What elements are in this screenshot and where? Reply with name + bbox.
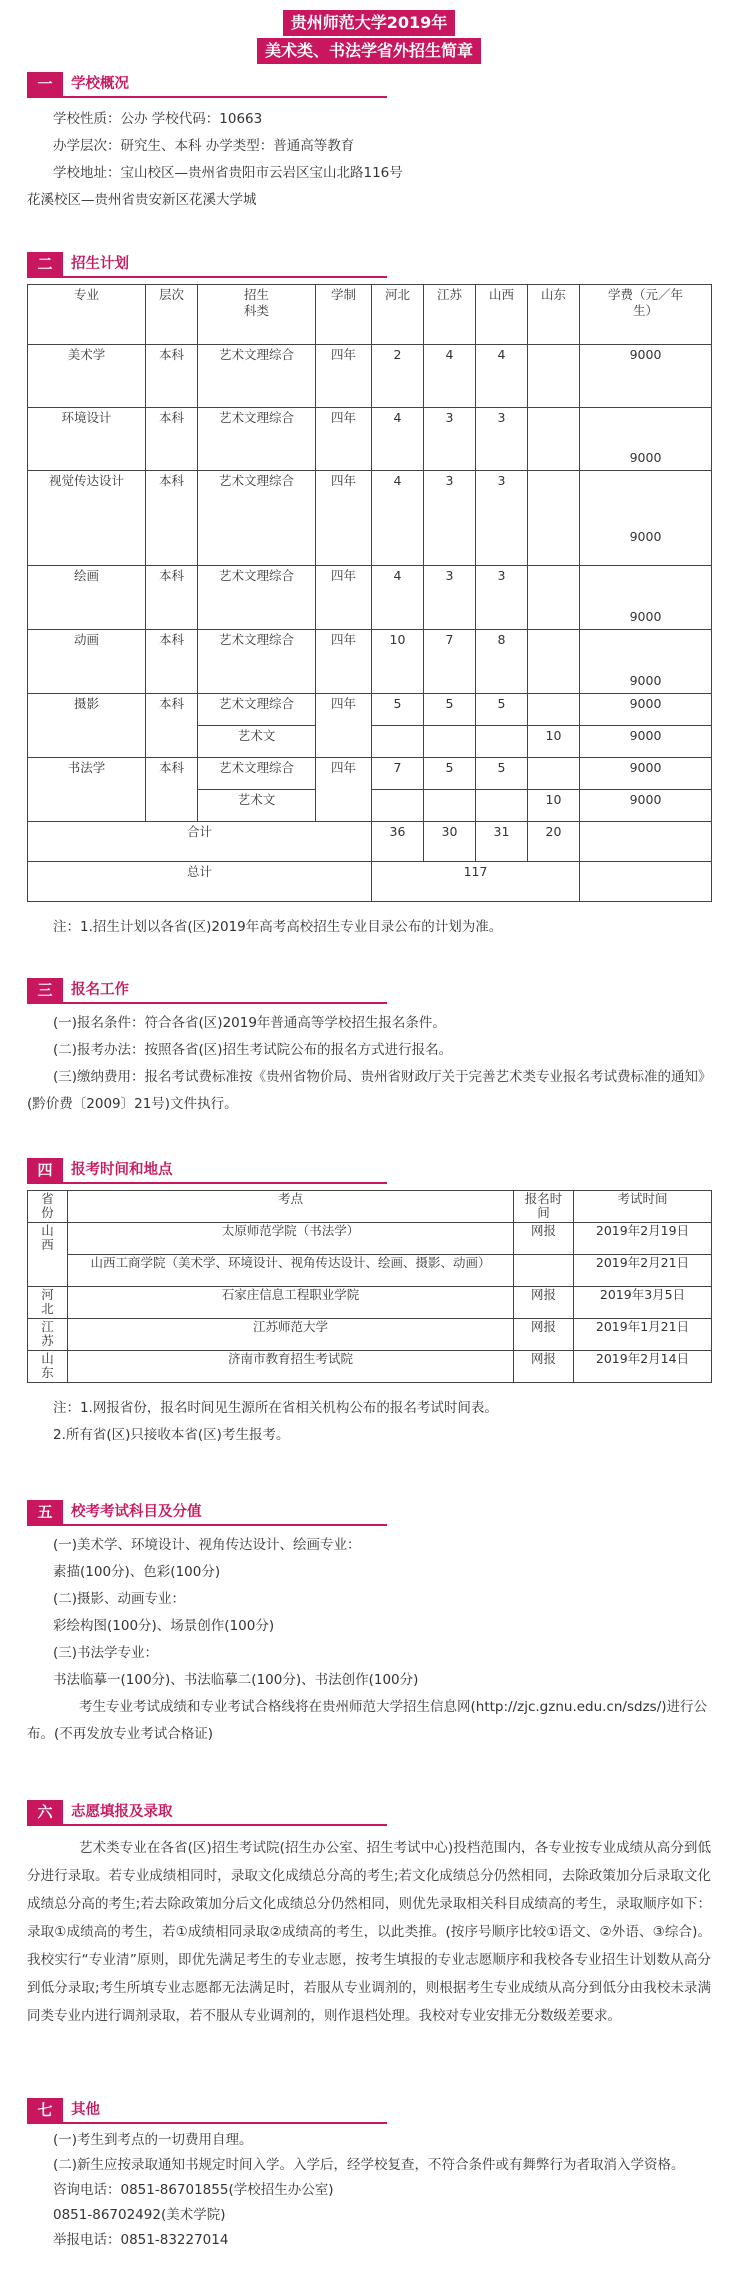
section-title: 校考考试科目及分值: [71, 1504, 202, 1520]
cell-reg: 网报: [514, 1351, 574, 1383]
section-title: 学校概况: [71, 76, 129, 92]
total-row: [28, 862, 712, 902]
section-number: 三: [27, 978, 63, 1002]
cell-major: 环境设计: [28, 408, 146, 471]
overview-text: [27, 106, 711, 214]
section-exam-subjects: [27, 1500, 711, 1748]
cell-major: 绘画: [28, 566, 146, 630]
cell-years: 四年: [316, 758, 372, 822]
subjects-line: 彩绘构图(100分)、场景创作(100分): [53, 1618, 275, 1634]
table-header-row: [28, 285, 712, 345]
header-cell: 学制: [316, 285, 372, 345]
section-title: 报名工作: [71, 982, 129, 998]
cell-shanxi: 3: [476, 408, 528, 471]
cell-shandong: 10: [528, 726, 580, 758]
other-line: (一)考生到考点的一切费用自理。: [53, 2132, 253, 2148]
cell-hebei: 7: [372, 758, 424, 790]
cell-fee: 9000: [580, 566, 712, 630]
subjects-line: 书法临摹一(100分)、书法临摹二(100分)、书法创作(100分): [53, 1672, 419, 1688]
section-number: 四: [27, 1158, 63, 1182]
registration-line: (一)报名条件：符合各省(区)2019年普通高等学校招生报名条件。: [53, 1015, 446, 1031]
section-header: [27, 978, 387, 1004]
section-title: 招生计划: [71, 256, 129, 272]
cell-level: 本科: [146, 630, 198, 694]
section-school-overview: [27, 72, 711, 214]
cell-years: 四年: [316, 345, 372, 408]
cell-exam: 2019年1月21日: [574, 1319, 712, 1351]
cell-exam: 2019年2月19日: [574, 1223, 712, 1255]
cell-site: 太原师范学院（书法学）: [68, 1223, 514, 1255]
page-title: [0, 10, 738, 66]
cell-category: 艺术文理综合: [198, 471, 316, 566]
registration-text: [27, 1010, 711, 1118]
schedule-notes: [27, 1395, 711, 1449]
contact-phone: 咨询电话：0851-86701855(学校招生办公室): [53, 2182, 334, 2198]
section-header: [27, 1800, 387, 1826]
cell-fee: 9000: [580, 790, 712, 822]
cell-reg: 网报: [514, 1287, 574, 1319]
table-row: [28, 1255, 712, 1287]
cell-years: 四年: [316, 694, 372, 758]
cell-fee: 9000: [580, 758, 712, 790]
section-header: [27, 1500, 387, 1526]
section-number: 六: [27, 1800, 63, 1824]
cell-shandong: 20: [528, 822, 580, 862]
cell-fee: 9000: [580, 726, 712, 758]
table-row: [28, 630, 712, 694]
cell-exam: 2019年3月5日: [574, 1287, 712, 1319]
cell-jiangsu: 5: [424, 758, 476, 790]
cell-exam: 2019年2月21日: [574, 1255, 712, 1287]
cell-level: 本科: [146, 408, 198, 471]
overview-line: 办学层次：研究生、本科 办学类型：普通高等教育: [53, 138, 355, 154]
other-text: [27, 2128, 711, 2253]
header-cell: 江苏: [424, 285, 476, 345]
total-label: 总计: [28, 862, 372, 902]
header-cell: 专业: [28, 285, 146, 345]
cell-major: 动画: [28, 630, 146, 694]
cell-shanxi: 3: [476, 471, 528, 566]
cell-level: 本科: [146, 694, 198, 758]
cell-shanxi: [476, 726, 528, 758]
header-cell: 报名时间: [514, 1191, 574, 1223]
exam-schedule-table: [27, 1190, 712, 1383]
cell-jiangsu: [424, 726, 476, 758]
contact-phone: 0851-86702492(美术学院): [53, 2207, 226, 2223]
cell-province: 山东: [28, 1351, 68, 1383]
header-cell: 层次: [146, 285, 198, 345]
cell-jiangsu: 30: [424, 822, 476, 862]
cell-jiangsu: [424, 790, 476, 822]
subjects-line: (一)美术学、环境设计、视角传达设计、绘画专业：: [53, 1537, 361, 1553]
cell-major: 美术学: [28, 345, 146, 408]
subtotal-row: [28, 822, 712, 862]
table-row: [28, 758, 712, 790]
cell-shanxi: 8: [476, 630, 528, 694]
schedule-note: 注：1.网报省份，报名时间见生源所在省相关机构公布的报名考试时间表。: [53, 1400, 498, 1416]
cell-level: 本科: [146, 566, 198, 630]
section-header: [27, 252, 387, 278]
cell-shandong: [528, 471, 580, 566]
cell-hebei: 4: [372, 408, 424, 471]
cell-fee: 9000: [580, 694, 712, 726]
cell-fee: 9000: [580, 630, 712, 694]
cell-jiangsu: 3: [424, 408, 476, 471]
section-header: [27, 1158, 387, 1184]
table-row: [28, 694, 712, 726]
registration-line: (二)报考办法：按照各省(区)招生考试院公布的报名方式进行报名。: [53, 1042, 453, 1058]
section-number: 七: [27, 2098, 63, 2122]
cell-province: 山西: [28, 1223, 68, 1287]
subjects-line: 素描(100分)、色彩(100分): [53, 1564, 221, 1580]
registration-line: (三)缴纳费用：报名考试费标准按《贵州省物价局、贵州省财政厅关于完善艺术类专业报名考试费标准的通知》(黔价费〔2009〕21号)文件执行。: [27, 1069, 705, 1112]
cell-category: 艺术文: [198, 790, 316, 822]
title-line-1: 贵州师范大学2019年: [283, 10, 456, 36]
cell-major: 摄影: [28, 694, 146, 758]
table-row: [28, 1287, 712, 1319]
header-cell: 山东: [528, 285, 580, 345]
cell-major: 视觉传达设计: [28, 471, 146, 566]
cell-hebei: [372, 726, 424, 758]
section-title: 志愿填报及录取: [71, 1804, 173, 1820]
section-registration: [27, 978, 711, 1118]
report-phone: 举报电话：0851-83227014: [53, 2232, 229, 2248]
cell-jiangsu: 5: [424, 694, 476, 726]
section-title: 报考时间和地点: [71, 1162, 173, 1178]
header-cell: 山西: [476, 285, 528, 345]
header-cell: 考试时间: [574, 1191, 712, 1223]
cell-category: 艺术文理综合: [198, 758, 316, 790]
cell-category: 艺术文理综合: [198, 408, 316, 471]
cell-jiangsu: 4: [424, 345, 476, 408]
subjects-line: (二)摄影、动画专业：: [53, 1591, 186, 1607]
cell-jiangsu: 3: [424, 471, 476, 566]
admission-para: 艺术类专业在各省(区)招生考试院(招生办公室、招生考试中心)投档范围内，各专业按专业成绩从高分到低分进行录取。若专业成绩相同时，录取文化成绩总分高的考生;若文化成绩总分仍然相同，去除政策加分后录取文化成绩总分高的考生;若去除政策加分后文化成绩总分仍然相同，则优先录取相关科目成绩高的考生，录取顺序如下：录取①成绩高的考生，若①成绩相同录取②成绩高的考生，以此类推。(按序号顺序比较①语文、②外语、③综合)。我校实行“专业清”原则，即优先满足考生的专业志愿，按考生填报的专业志愿顺序和我校各专业招生计划数从高分到低分录取;考生所填专业志愿都无法满足时，若服从专业调剂的，则根据考生专业成绩从高分到低分由我校未录满同类专业内进行调剂录取，若不服从专业调剂的，则作退档处理。我校对专业安排无分数级差要求。: [27, 1840, 711, 2024]
cell-major: 书法学: [28, 758, 146, 822]
cell-level: 本科: [146, 758, 198, 822]
cell-province: 河北: [28, 1287, 68, 1319]
subjects-text: [27, 1532, 711, 1694]
table-header-row: [28, 1191, 712, 1223]
cell-shandong: [528, 758, 580, 790]
cell-years: 四年: [316, 630, 372, 694]
cell-hebei: 36: [372, 822, 424, 862]
cell-category: 艺术文理综合: [198, 566, 316, 630]
title-line-2: 美术类、书法学省外招生简章: [257, 38, 481, 64]
section-number: 二: [27, 252, 63, 276]
section-header: [27, 2098, 387, 2124]
cell-reg: 网报: [514, 1319, 574, 1351]
header-cell: 河北: [372, 285, 424, 345]
table-row: [28, 1351, 712, 1383]
cell-province: 江苏: [28, 1319, 68, 1351]
header-cell: 省份: [28, 1191, 68, 1223]
subjects-para: 考生专业考试成绩和专业考试合格线将在贵州师范大学招生信息网(http://zjc.gznu.edu.cn/sdzs/)进行公布。(不再发放专业考试合格证): [27, 1699, 708, 1742]
section-number: 一: [27, 72, 63, 96]
header-cell: 招生科类: [198, 285, 316, 345]
cell-category: 艺术文: [198, 726, 316, 758]
cell-shandong: [528, 566, 580, 630]
cell-fee: 9000: [580, 345, 712, 408]
cell-fee: [580, 862, 712, 902]
section-admission: [27, 1800, 711, 2030]
header-cell: 学费（元／年生）: [580, 285, 712, 345]
overview-line: 花溪校区—贵州省贵安新区花溪大学城: [27, 192, 257, 208]
header-cell: 考点: [68, 1191, 514, 1223]
cell-reg: 网报: [514, 1223, 574, 1255]
schedule-note: 2.所有省(区)只接收本省(区)考生报考。: [53, 1427, 290, 1443]
section-exam-schedule: [27, 1158, 711, 1449]
cell-level: 本科: [146, 471, 198, 566]
cell-category: 艺术文理综合: [198, 694, 316, 726]
cell-years: 四年: [316, 471, 372, 566]
subjects-line: (三)书法学专业：: [53, 1645, 159, 1661]
cell-hebei: 4: [372, 566, 424, 630]
section-other: [27, 2098, 711, 2253]
table-row: [28, 1319, 712, 1351]
cell-shanxi: 5: [476, 758, 528, 790]
subtotal-label: 合计: [28, 822, 372, 862]
cell-jiangsu: 7: [424, 630, 476, 694]
cell-fee: 9000: [580, 471, 712, 566]
table-row: [28, 1223, 712, 1255]
cell-shandong: [528, 408, 580, 471]
cell-category: 艺术文理综合: [198, 345, 316, 408]
table-row: [28, 471, 712, 566]
cell-shandong: [528, 630, 580, 694]
other-line: (二)新生应按录取通知书规定时间入学。入学后，经学校复查，不符合条件或有舞弊行为者取消入学资格。: [53, 2157, 685, 2173]
cell-shanxi: 31: [476, 822, 528, 862]
cell-fee: [580, 822, 712, 862]
cell-site: 山西工商学院（美术学、环境设计、视角传达设计、绘画、摄影、动画）: [68, 1255, 514, 1287]
section-header: [27, 72, 387, 98]
cell-shandong: [528, 345, 580, 408]
cell-years: 四年: [316, 566, 372, 630]
section-number: 五: [27, 1500, 63, 1524]
overview-line: 学校性质：公办 学校代码：10663: [53, 111, 263, 127]
cell-shanxi: [476, 790, 528, 822]
cell-shandong: [528, 694, 580, 726]
cell-shanxi: 5: [476, 694, 528, 726]
cell-hebei: [372, 790, 424, 822]
cell-exam: 2019年2月14日: [574, 1351, 712, 1383]
cell-years: 四年: [316, 408, 372, 471]
plan-note: 注：1.招生计划以各省(区)2019年高考高校招生专业目录公布的计划为准。: [53, 919, 503, 935]
cell-hebei: 5: [372, 694, 424, 726]
total-value: 117: [372, 862, 580, 902]
cell-jiangsu: 3: [424, 566, 476, 630]
table-row: [28, 566, 712, 630]
cell-site: 江苏师范大学: [68, 1319, 514, 1351]
cell-hebei: 4: [372, 471, 424, 566]
section-title: 其他: [71, 2102, 100, 2118]
cell-site: 石家庄信息工程职业学院: [68, 1287, 514, 1319]
cell-hebei: 10: [372, 630, 424, 694]
cell-site: 济南市教育招生考试院: [68, 1351, 514, 1383]
cell-level: 本科: [146, 345, 198, 408]
cell-fee: 9000: [580, 408, 712, 471]
table-row: [28, 345, 712, 408]
cell-shanxi: 3: [476, 566, 528, 630]
overview-line: 学校地址：宝山校区—贵州省贵阳市云岩区宝山北路116号: [53, 165, 403, 181]
cell-shanxi: 4: [476, 345, 528, 408]
cell-hebei: 2: [372, 345, 424, 408]
cell-shandong: 10: [528, 790, 580, 822]
table-row: [28, 408, 712, 471]
cell-category: 艺术文理综合: [198, 630, 316, 694]
section-enrollment-plan: [27, 252, 711, 941]
enrollment-plan-table: [27, 284, 712, 902]
cell-reg: [514, 1255, 574, 1287]
